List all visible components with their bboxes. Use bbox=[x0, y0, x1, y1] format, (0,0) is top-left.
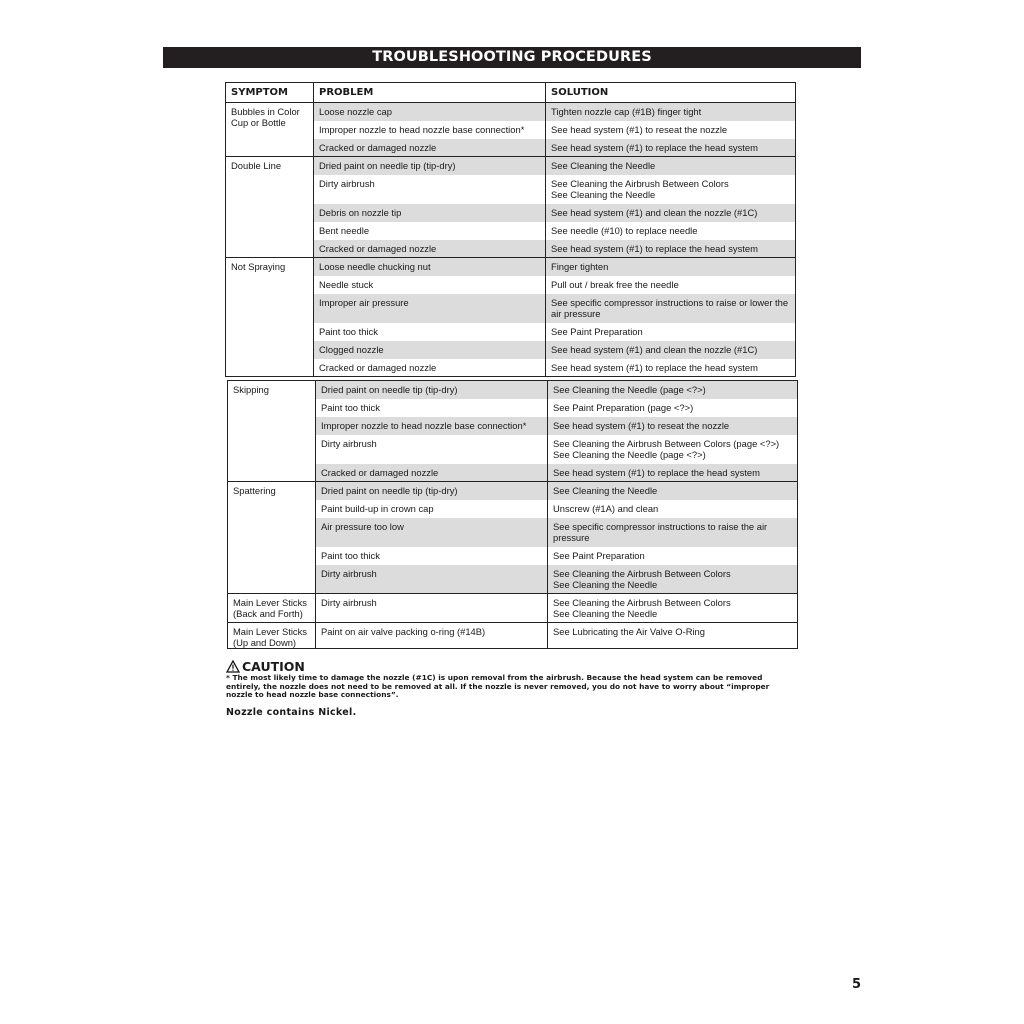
problem-cell: Dirty airbrush bbox=[314, 175, 546, 204]
problem-cell: Dried paint on needle tip (tip-dry) bbox=[314, 157, 546, 175]
warning-triangle-icon bbox=[226, 660, 240, 673]
problem-cell: Paint on air valve packing o-ring (#14B) bbox=[316, 623, 548, 649]
problem-cell: Paint build-up in crown cap bbox=[316, 500, 548, 518]
problem-cell: Bent needle bbox=[314, 222, 546, 240]
caution-note: * The most likely time to damage the nozzle (#1C) is upon removal from the airbrush. Because the head system can be removed entirely, the nozzle does not need to be removed at all. If the nozzle is never removed, you do not have to worry about “improper nozzle to head nozzle base connections”. bbox=[226, 673, 770, 700]
solution-cell: See Cleaning the Airbrush Between Colors See Cleaning the Needle bbox=[548, 594, 798, 623]
problem-cell: Air pressure too low bbox=[316, 518, 548, 547]
table-row bbox=[228, 381, 798, 399]
solution-cell: See Cleaning the Airbrush Between Colors See Cleaning the Needle bbox=[546, 175, 796, 204]
problem-cell: Loose nozzle cap bbox=[314, 103, 546, 121]
solution-cell: See head system (#1) and clean the nozzle (#1C) bbox=[546, 204, 796, 222]
table-row bbox=[226, 103, 796, 121]
page-title: TROUBLESHOOTING PROCEDURES bbox=[163, 47, 861, 68]
header-problem: PROBLEM bbox=[314, 83, 546, 103]
solution-cell: See head system (#1) to replace the head system bbox=[548, 464, 798, 482]
solution-cell: See Cleaning the Needle bbox=[548, 482, 798, 500]
solution-cell: See needle (#10) to replace needle bbox=[546, 222, 796, 240]
solution-cell: See head system (#1) to replace the head system bbox=[546, 359, 796, 377]
symptom-cell: Bubbles in Color Cup or Bottle bbox=[226, 103, 314, 157]
problem-cell: Cracked or damaged nozzle bbox=[314, 359, 546, 377]
problem-cell: Clogged nozzle bbox=[314, 341, 546, 359]
solution-cell: See Cleaning the Needle (page <?>) bbox=[548, 381, 798, 399]
problem-cell: Needle stuck bbox=[314, 276, 546, 294]
caution-section bbox=[226, 659, 796, 700]
problem-cell: Cracked or damaged nozzle bbox=[314, 240, 546, 258]
problem-cell: Debris on nozzle tip bbox=[314, 204, 546, 222]
solution-cell: See Paint Preparation bbox=[546, 323, 796, 341]
solution-cell: See Paint Preparation (page <?>) bbox=[548, 399, 798, 417]
troubleshooting-table-1 bbox=[225, 82, 796, 377]
solution-cell: See Lubricating the Air Valve O-Ring bbox=[548, 623, 798, 649]
solution-cell: See head system (#1) to reseat the nozzle bbox=[548, 417, 798, 435]
problem-cell: Paint too thick bbox=[314, 323, 546, 341]
page-number: 5 bbox=[852, 977, 862, 992]
solution-cell: See Cleaning the Airbrush Between Colors See Cleaning the Needle bbox=[548, 565, 798, 594]
solution-cell: See head system (#1) to replace the head system bbox=[546, 139, 796, 157]
troubleshooting-table-2 bbox=[227, 380, 798, 649]
problem-cell: Dried paint on needle tip (tip-dry) bbox=[316, 381, 548, 399]
symptom-cell: Main Lever Sticks (Back and Forth) bbox=[228, 594, 316, 623]
solution-cell: Finger tighten bbox=[546, 258, 796, 276]
caution-heading: CAUTION bbox=[242, 659, 305, 674]
problem-cell: Loose needle chucking nut bbox=[314, 258, 546, 276]
header-symptom: SYMPTOM bbox=[226, 83, 314, 103]
nickel-notice: Nozzle contains Nickel. bbox=[226, 707, 357, 718]
symptom-cell: Spattering bbox=[228, 482, 316, 594]
solution-cell: See head system (#1) to reseat the nozzle bbox=[546, 121, 796, 139]
symptom-cell: Not Spraying bbox=[226, 258, 314, 377]
solution-cell: Pull out / break free the needle bbox=[546, 276, 796, 294]
solution-cell: See head system (#1) to replace the head system bbox=[546, 240, 796, 258]
table-row bbox=[228, 594, 798, 623]
table-row bbox=[226, 258, 796, 276]
problem-cell: Improper nozzle to head nozzle base connection* bbox=[314, 121, 546, 139]
header-solution: SOLUTION bbox=[546, 83, 796, 103]
table-row bbox=[228, 482, 798, 500]
solution-cell: See Cleaning the Airbrush Between Colors (page <?>) See Cleaning the Needle (page <?>) bbox=[548, 435, 798, 464]
solution-cell: Tighten nozzle cap (#1B) finger tight bbox=[546, 103, 796, 121]
symptom-cell: Main Lever Sticks (Up and Down) bbox=[228, 623, 316, 649]
symptom-cell: Double Line bbox=[226, 157, 314, 258]
solution-cell: See head system (#1) and clean the nozzle (#1C) bbox=[546, 341, 796, 359]
problem-cell: Cracked or damaged nozzle bbox=[314, 139, 546, 157]
solution-cell: See specific compressor instructions to raise or lower the air pressure bbox=[546, 294, 796, 323]
table-row bbox=[228, 623, 798, 649]
problem-cell: Cracked or damaged nozzle bbox=[316, 464, 548, 482]
problem-cell: Dirty airbrush bbox=[316, 435, 548, 464]
table-row bbox=[226, 157, 796, 175]
problem-cell: Paint too thick bbox=[316, 547, 548, 565]
solution-cell: See Cleaning the Needle bbox=[546, 157, 796, 175]
solution-cell: See specific compressor instructions to raise the air pressure bbox=[548, 518, 798, 547]
problem-cell: Paint too thick bbox=[316, 399, 548, 417]
symptom-cell: Skipping bbox=[228, 381, 316, 482]
problem-cell: Improper nozzle to head nozzle base connection* bbox=[316, 417, 548, 435]
solution-cell: See Paint Preparation bbox=[548, 547, 798, 565]
problem-cell: Dirty airbrush bbox=[316, 594, 548, 623]
problem-cell: Improper air pressure bbox=[314, 294, 546, 323]
solution-cell: Unscrew (#1A) and clean bbox=[548, 500, 798, 518]
problem-cell: Dried paint on needle tip (tip-dry) bbox=[316, 482, 548, 500]
problem-cell: Dirty airbrush bbox=[316, 565, 548, 594]
